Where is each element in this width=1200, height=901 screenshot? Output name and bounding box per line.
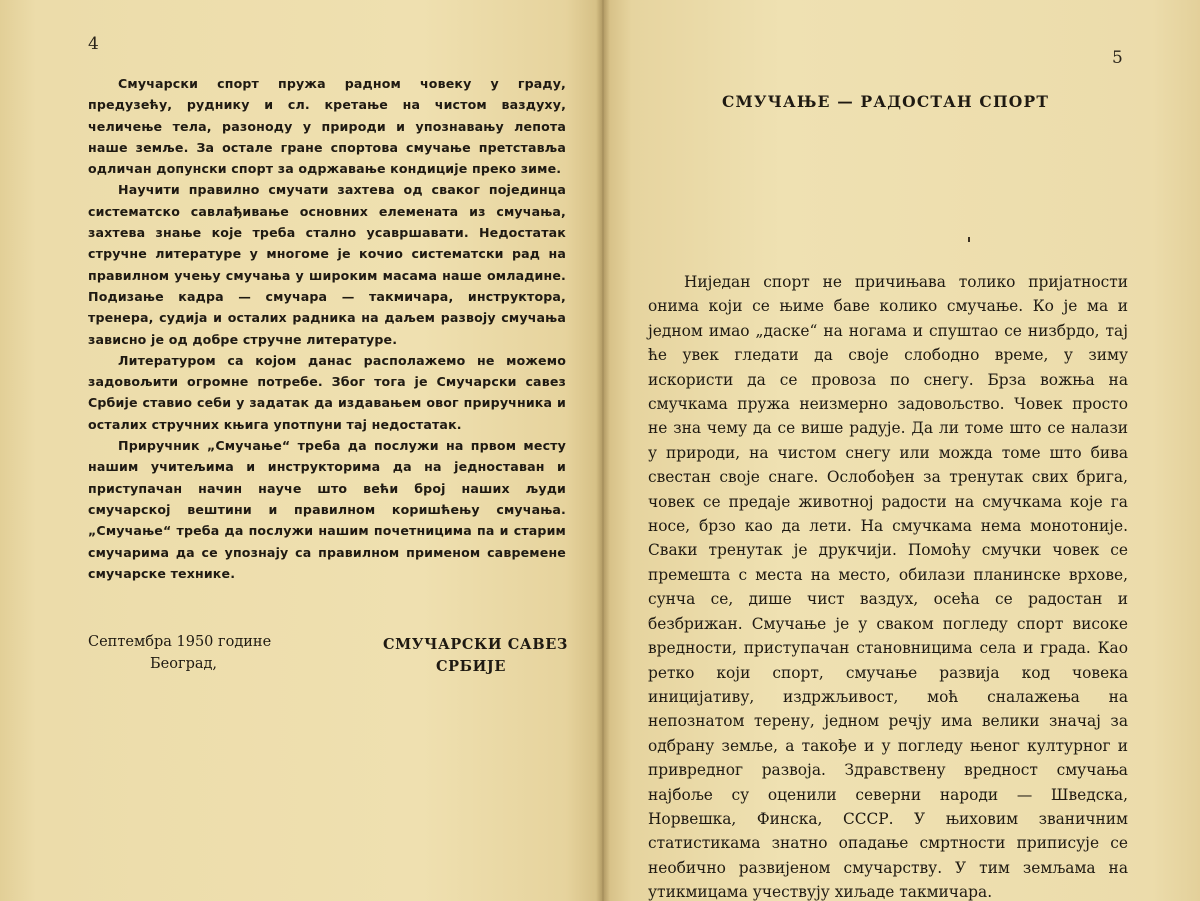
book-gutter	[596, 0, 610, 901]
foreword-paragraph-2: Научити правилно смучати захтева од сваког појединца систематско савлађивање основних елемената из смучања, захтева знање које треба стално усавршавати. Недостатак стручне литературе у многоме је кочио систематски рад на правилном учењу смучања у широким масама наше омладине. Подизање кадра — смучара — такмичара, инструктора, тренера, судија и осталих радника на даљем развоју смучања зависно је од добре стручне литературе.	[88, 182, 566, 347]
chapter-text	[648, 270, 1128, 901]
print-speck	[968, 237, 970, 242]
signature-organization-line-2: СРБИЈЕ	[436, 658, 507, 675]
right-page	[602, 0, 1200, 901]
chapter-title: СМУЧАЊЕ — РАДОСТАН СПОРТ	[722, 92, 1050, 111]
foreword-text	[88, 73, 566, 584]
signature-date: Септембра 1950 године	[88, 634, 272, 650]
page-number-right: 5	[1112, 48, 1123, 68]
chapter-paragraph-1: Ниједан спорт не причињава толико пријатности онима који се њиме баве колико смучање. Ко је ма и једном имао „даске“ на ногама и спуштао се низбрдо, тај ће увек гледати да своје слободно време, у зиму искористи да се провоза по снегу. Брза вожња на смучкама пружа неизмерно задовољство. Човек просто не зна чему да се више радује. Да ли томе што се налази у природи, на чистом снегу или можда томе што бива свестан своје снаге. Ослобођен за тренутак свих брига, човек се предаје животној радости на смучкама које га носе, брзо као да лети. На смучкама нема монотоније. Сваки тренутак је друкчији. Помоћу смучки човек се премешта с места на место, обилази планинске врхове, сунча се, дише чист ваздух, осећа се радостан и безбрижан. Смучање је у сваком погледу спорт високе вредности, приступачан становницима села и града. Као ретко који спорт, смучање развија код човека иницијативу, издржљивост, моћ сналажења на непознатом терену, једном речју има велики значај за одбрану земље, а такође и у погледу њеног културног и привредног развоја. Здравствену вредност смучања најбоље су оценили северни народи — Шведска, Норвешка, Финска, СССР. У њиховим званичним статистикама знатно опадање смртности приписује се необично развијеном смучарству. У тим земљама на утикмицама учествују хиљаде такмичара.	[648, 273, 1128, 901]
signature-organization-line-1: СМУЧАРСКИ САВЕЗ	[383, 636, 568, 653]
foreword-paragraph-4: Приручник „Смучање“ треба да послужи на првом месту нашим учитељима и инструкторима да на једноставан и приступачан начин науче што већи број наших људи смучарској вештини и правилном коришћењу смучања. „Смучање“ треба да послужи нашим почетницима па и старим смучарима да се упознају са правилном применом савремене смучарске технике.	[88, 438, 566, 581]
signature-place: Београд,	[150, 656, 218, 672]
signature-block	[88, 634, 568, 682]
page-number-left: 4	[88, 34, 99, 54]
foreword-paragraph-3: Литературом са којом данас располажемо не можемо задовољити огромне потребе. Због тога је Смучарски савез Србије ставио себи у задатак да издавањем овог приручника и осталих стручних књига употпуни тај недостатак.	[88, 352, 566, 432]
foreword-paragraph-1: Смучарски спорт пружа радном човеку у граду, предузећу, руднику и сл. кретање на чистом ваздуху, челичење тела, разоноду у природи и упознавању лепота наше земље. За остале гране спортова смучање претставља одличан допунски спорт за одржавање кондиције преко зиме.	[88, 76, 566, 177]
